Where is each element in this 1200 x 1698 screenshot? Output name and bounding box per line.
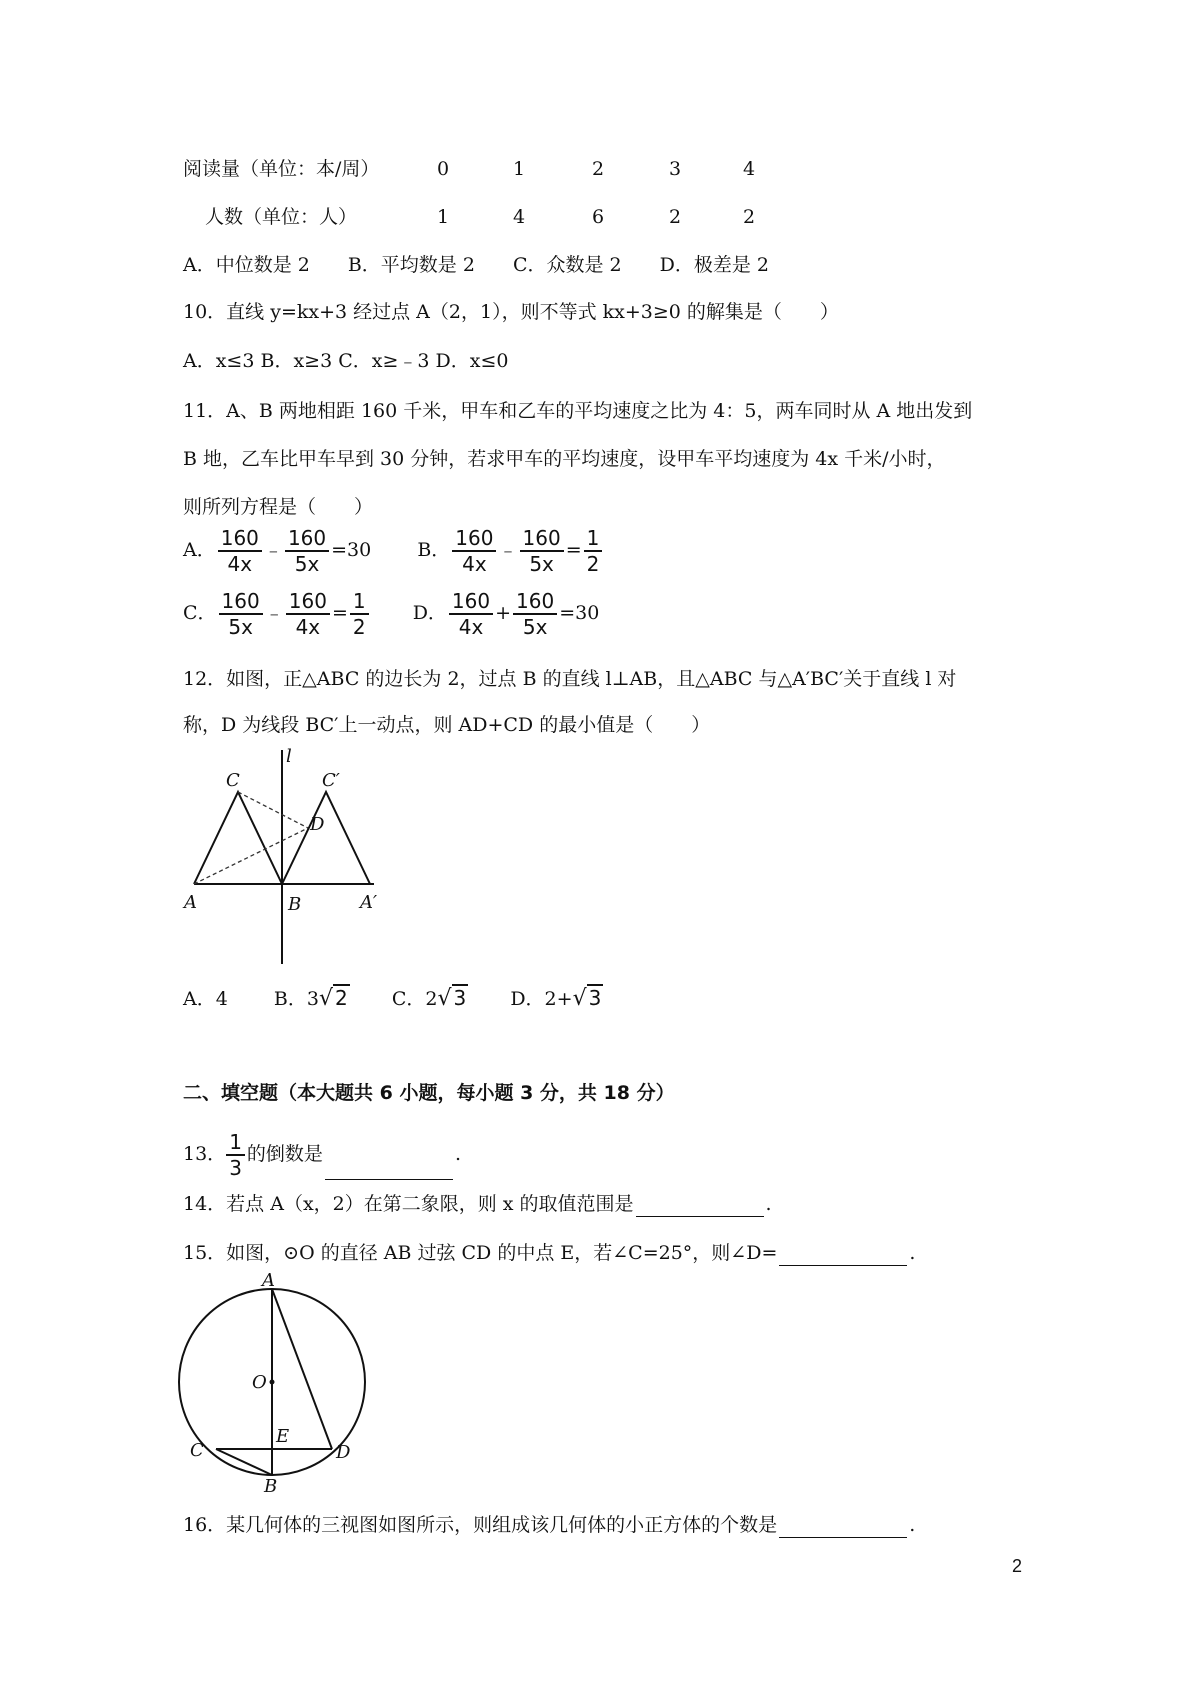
q12-line2: 称，D 为线段 BC′上一动点，则 AD+CD 的最小值是（ ）: [183, 714, 711, 736]
answer-blank[interactable]: [325, 1159, 453, 1180]
triangle-figure: [180, 746, 390, 972]
q12-options: [183, 985, 603, 1012]
chord-ad: [272, 1289, 332, 1449]
table-cell: 4: [512, 206, 526, 228]
center-point: [270, 1380, 275, 1385]
label-b: B: [264, 1476, 278, 1492]
label-a: A: [262, 1270, 275, 1291]
fraction: $\frac{160}{5x}$: [285, 526, 329, 576]
answer-blank[interactable]: [779, 1245, 907, 1266]
label-b: B: [288, 894, 302, 915]
q11-line2: B 地，乙车比甲车早到 30 分钟，若求甲车的平均速度，设甲车平均速度为 4x 千米/小时，: [183, 448, 946, 470]
label-l: l: [286, 746, 292, 767]
table-cell: 0: [436, 158, 450, 180]
fraction: $\frac{160}{4x}$: [449, 589, 493, 639]
fraction: $\frac{1}{2}$: [584, 526, 603, 576]
triangle-abc-prime: [282, 792, 370, 884]
label-e: E: [276, 1426, 290, 1447]
answer-blank[interactable]: [636, 1196, 764, 1217]
q9-options: A．中位数是 2 B．平均数是 2 C．众数是 2 D．极差是 2: [183, 254, 769, 276]
q13: 13． $\frac{1}{3}$ 的倒数是 .: [183, 1130, 461, 1180]
option-b: B．3√ 2: [273, 986, 348, 1011]
label-d: D: [336, 1442, 351, 1463]
q11-options-ab: A． $\frac{160}{4x}$ ﹣ $\frac{160}{5x}$ =30 B． $\frac{160}{4x}$ ﹣ $\frac{160}{5x}$ = $\frac{1}{2}$: [183, 526, 604, 576]
answer-blank[interactable]: [779, 1517, 907, 1538]
table-row-people: [183, 204, 983, 230]
option-a-label: A．: [183, 539, 216, 561]
fraction: $\frac{1}{3}$: [226, 1130, 245, 1180]
table-cell: 1: [512, 158, 526, 180]
q11-line3: 则所列方程是（ ）: [183, 496, 374, 518]
fraction: $\frac{160}{4x}$: [218, 526, 262, 576]
label-c-prime: C′: [322, 770, 340, 791]
table-cell: 2: [668, 206, 682, 228]
fraction: $\frac{160}{5x}$: [219, 589, 263, 639]
table-row-label: 阅读量（单位：本/周）: [183, 158, 380, 180]
triangle-abc: [194, 792, 282, 884]
circle-figure: [172, 1270, 372, 1492]
table-cell: 1: [436, 206, 450, 228]
page-number: 2: [1012, 1556, 1023, 1576]
dashed-cd: [238, 792, 308, 828]
fraction: $\frac{160}{4x}$: [452, 526, 496, 576]
q10-options: A．x≤3 B．x≥3 C．x≥﹣3 D．x≤0: [183, 350, 509, 372]
option-d: D．2+√ 3: [510, 986, 602, 1011]
label-o: O: [252, 1372, 267, 1393]
label-c: C: [226, 770, 240, 791]
fraction: $\frac{160}{5x}$: [520, 526, 564, 576]
fraction: $\frac{160}{4x}$: [286, 589, 330, 639]
q11-options-cd: C． $\frac{160}{5x}$ ﹣ $\frac{160}{4x}$ = $\frac{1}{2}$ D． $\frac{160}{4x}$ + $\frac{160}{5x}$ =30: [183, 589, 600, 639]
table-row-label: 人数（单位：人）: [205, 206, 358, 228]
option-d-label: D．: [412, 602, 447, 624]
option-c-label: C．: [183, 602, 217, 624]
label-c: C: [190, 1440, 204, 1461]
option-c: C．2√ 3: [391, 986, 467, 1011]
q16: 16．某几何体的三视图如图所示，则组成该几何体的小正方体的个数是 .: [183, 1514, 916, 1536]
q11-line1: 11．A、B 两地相距 160 千米，甲车和乙车的平均速度之比为 4：5，两车同时从 A 地出发到: [183, 400, 973, 422]
option-b-label: B．: [417, 539, 451, 561]
q15: 15．如图，⊙O 的直径 AB 过弦 CD 的中点 E，若∠C=25°，则∠D= .: [183, 1242, 916, 1264]
label-a: A: [184, 892, 197, 913]
fraction: $\frac{1}{2}$: [350, 589, 369, 639]
section-2-heading: 二、填空题（本大题共 6 小题，每小题 3 分，共 18 分）: [183, 1082, 675, 1104]
q12-line1: 12．如图，正△ABC 的边长为 2，过点 B 的直线 l⊥AB，且△ABC 与△A′BC′关于直线 l 对: [183, 668, 957, 690]
table-cell: 2: [742, 206, 756, 228]
q14: 14．若点 A（x，2）在第二象限，则 x 的取值范围是 .: [183, 1193, 772, 1215]
q10-stem: 10．直线 y=kx+3 经过点 A（2，1），则不等式 kx+3≥0 的解集是（ ）: [183, 301, 839, 323]
table-cell: 6: [591, 206, 605, 228]
table-cell: 3: [668, 158, 682, 180]
table-cell: 4: [742, 158, 756, 180]
table-row-reading: [183, 156, 983, 182]
fraction: $\frac{160}{5x}$: [513, 589, 557, 639]
dashed-ad: [194, 828, 308, 884]
label-d: D: [310, 814, 325, 835]
label-a-prime: A′: [360, 892, 378, 913]
option-a: A．4: [183, 988, 228, 1010]
table-cell: 2: [591, 158, 605, 180]
